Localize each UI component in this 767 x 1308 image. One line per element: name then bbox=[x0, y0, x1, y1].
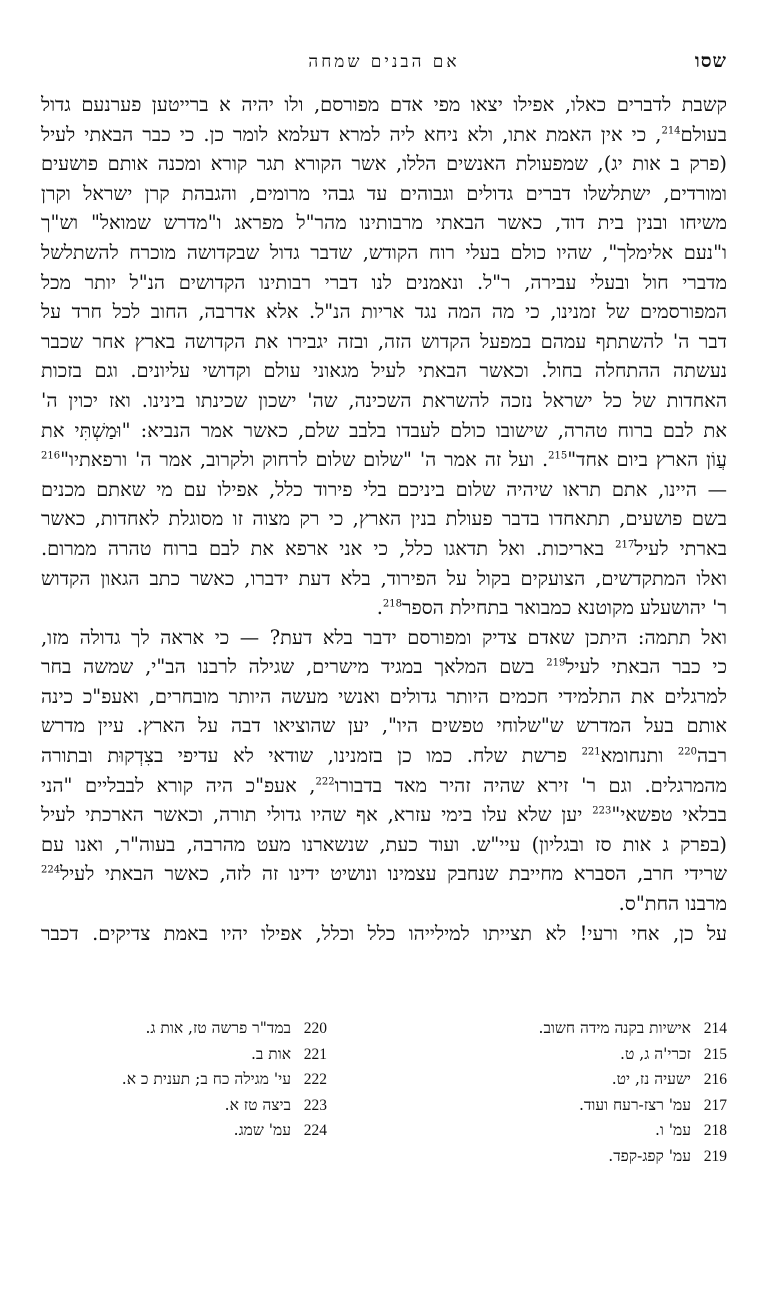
footnote: 221אות ב. bbox=[250, 1044, 327, 1063]
text-line: נעשתה ההתחלה בחול. וכאשר הבאתי לעיל מגאוני עולם וקדושי עליונים. וגם בזכות bbox=[41, 359, 727, 383]
footnote-ref[interactable]: 223 bbox=[592, 805, 612, 817]
text-line: אותם בעל המדרש ש"שלוחי טפשים היו", יען שהוציאו דבה על הארץ. עיין מדרש bbox=[41, 714, 727, 738]
footnote: 215זכרי'ה ג, ט. bbox=[620, 1044, 727, 1063]
text-line: — היינו, אתם תראו שיהיה שלום ביניכם בלי פירוד כלל, אפילו עם מי שאתם מכנים bbox=[41, 477, 727, 501]
page-header bbox=[41, 50, 727, 78]
text-line: קשבת לדברים כאלו, אפילו יצאו מפי אדם מפורסם, ולו יהיה א ברייטען פערנעם גדול bbox=[41, 93, 727, 116]
footnote: 220במד"ר פרשה טז, אות ג. bbox=[145, 1019, 327, 1037]
footnote-ref[interactable]: 214 bbox=[661, 125, 681, 137]
text-line: בארתי לעיל$^{217}$ באריכות. ואל תדאגו כלל, כי אני ארפא את לבם ברוח טהרה ממרום. bbox=[41, 536, 727, 560]
footnote: 222עי' מגילה כח ב; תענית כ א. bbox=[121, 1070, 327, 1089]
text-line: עֲוֹן הארץ ביום אחד"$^{215}$. ועל זה אמר ה' "שלום שלום לרחוק ולקרוב, אמר ה' ורפאתיו"$^{216}$ bbox=[41, 448, 727, 472]
text-line: למרגלים את התלמידי חכמים היותר גדולים ואנשי מעשה היותר מובחרים, ואעפ"כ כינה bbox=[41, 684, 727, 708]
text-line: רבה$^{220}$ ותנחומא$^{221}$ פרשת שלח. כמו כן בזמנינו, שודאי לא עדיפי בצִדְקוּת ובתורה bbox=[41, 744, 727, 768]
text-line: בעולם$^{214}$, כי אין האמת אתו, ולא ניחא ליה למרא דעלמא לומר כן. כי כבר הבאתי לעיל bbox=[41, 122, 727, 146]
footnote-ref[interactable]: 218 bbox=[382, 598, 402, 610]
text-line: את לבם ברוח טהרה, שישובו כולם לעבדו בלבב שלם, כאשר אמר הנביא: "וּמַשְׁתִּי את bbox=[41, 418, 727, 442]
text-line: מדברי חול ובעלי עבירה, ר"ל. ונאמנים לנו דברי רבותינו הקדושים הנ"ל יותר מכל bbox=[41, 270, 727, 294]
running-title: אם הבנים שמחה bbox=[308, 52, 460, 72]
text-line: המפורסמים של זמנינו, כי מה המה נגד אריות הנ"ל. אלא אדרבה, החוב לכל חרד על bbox=[41, 300, 727, 324]
page-number: שסו bbox=[694, 50, 727, 72]
text-line: (פרק ב אות יג), שמפעולת האנשים הללו, אשר הקורא תגר קורא ומכנה אותם פושעים bbox=[41, 152, 727, 176]
text-line: מרבנו החת"ס. bbox=[618, 892, 727, 916]
text-line: כי כבר הבאתי לעיל$^{219}$ בשם המלאך במגיד מישרים, שגילה לרבנו הב"י, שמשה בחר bbox=[41, 655, 727, 679]
footnote: 216ישעיה נז, יט. bbox=[611, 1070, 727, 1089]
text-line: שרידי חרב, הסברא מחייבת שנחבק עצמינו ונושיט ידינו זה לזה, כאשר הבאתי לעיל$^{224}$ bbox=[41, 862, 727, 886]
text-line: האחדות של כל ישראל נזכה להשראת השכינה, שה' ישכון שכינתו בינינו. ואז יכוין ה' bbox=[41, 388, 727, 412]
text-line: משיחו ובנין בית דוד, כאשר הבאתי מרבותינו מהר"ל מפראג ו"מדרש שמואל" וש"ך bbox=[41, 211, 727, 235]
footnote-ref[interactable]: 215 bbox=[548, 450, 568, 462]
footnotes-column-left bbox=[37, 1016, 327, 1144]
footnote-ref[interactable]: 219 bbox=[546, 657, 566, 669]
footnote: 218עמ' ו. bbox=[654, 1121, 727, 1140]
text-line: בשם פושעים, תתאחדו בדבר פעולת בנין הארץ, כי רק מצוה זו מסוגלת לאחדות, כאשר bbox=[41, 507, 727, 531]
text-line: בבלאי טפשאי"$^{223}$ יען שלא עלו בימי עזרא, אף שהיו גדולי תורה, וכאשר הארכתי לעיל bbox=[41, 803, 727, 827]
footnote-ref[interactable]: 222 bbox=[315, 776, 335, 788]
main-text bbox=[41, 90, 727, 948]
text-line: ומורדים, ישתלשלו דברים גדולים וגבוהים עד גבהי מרומים, והגבהת קרן ישראל וקרן bbox=[41, 181, 727, 205]
footnote: 224עמ' שמג. bbox=[233, 1121, 327, 1140]
footnote-ref[interactable]: 217 bbox=[615, 539, 635, 551]
text-line: על כן, אחי ורעי! לא תצייתו למילייהו כלל וכלל, אפילו יהיו באמת צדיקים. דכבר bbox=[41, 921, 727, 945]
text-line: ואלו המתקדשים, הצועקים בקול על הפירוד, בלא דעת ידברו, כאשר כתב הגאון הקדוש bbox=[41, 566, 727, 590]
footnote-ref[interactable]: 220 bbox=[677, 746, 697, 758]
footnote-ref[interactable]: 221 bbox=[581, 746, 601, 758]
text-line: ו"נעם אלימלך", שהיו כולם בעלי רוח הקודש, שדבר גדול שבקדושה מוכרח להשתלשל bbox=[41, 240, 727, 264]
footnote: 223ביצה טז א. bbox=[224, 1095, 327, 1114]
text-line: ר' יהושעלע מקוטנא כמבואר בתחילת הספר$^{218}$. bbox=[376, 596, 727, 620]
text-line: ואל תתמה: היתכן שאדם צדיק ומפורסם ידבר בלא דעת? — כי אראה לך גדולה מזו, bbox=[41, 625, 727, 649]
text-line: דבר ה' להשתתף עמהם במפעל הקדוש הזה, ובזה יגבירו את הקדושה בארץ אחר שכבר bbox=[41, 329, 727, 353]
footnotes-column-right bbox=[397, 1016, 727, 1170]
text-line: (בפרק ג אות סז ובגליון) עיי"ש. ועוד כעת, שנשארנו מעט מהרבה, בעוה"ר, ואנו עם bbox=[41, 832, 727, 856]
footnote: 214אישיות בקנה מידה חשוב. bbox=[538, 1019, 727, 1037]
footnote-ref[interactable]: 224 bbox=[41, 864, 61, 876]
text-line: מהמרגלים. וגם ר' זירא שהיה זהיר מאד בדבורו$^{222}$, אעפ"כ היה קורא לבבליים "הני bbox=[41, 773, 727, 797]
footnote-ref[interactable]: 216 bbox=[41, 450, 61, 462]
footnote: 219עמ' קפג-קפד. bbox=[608, 1146, 727, 1165]
footnote: 217עמ' רצז-רעח ועוד. bbox=[578, 1095, 727, 1114]
